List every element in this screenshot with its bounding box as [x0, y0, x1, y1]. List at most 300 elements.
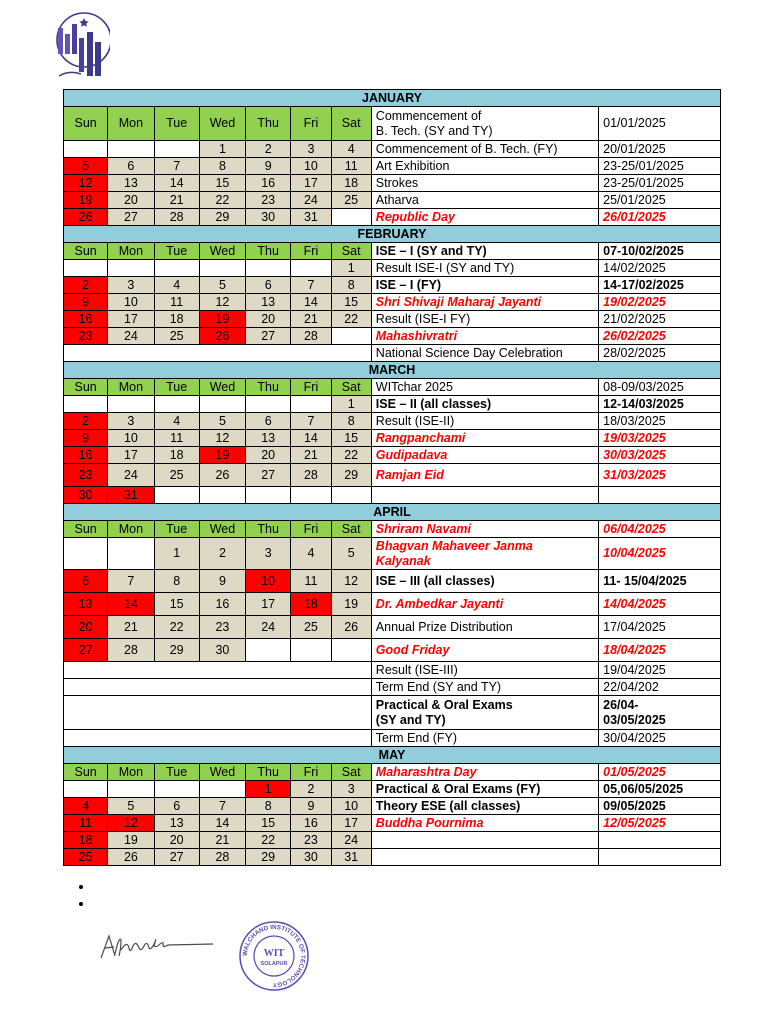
blank-cell — [64, 696, 372, 730]
event-date — [599, 679, 721, 696]
event-name — [371, 487, 598, 504]
event-date — [599, 277, 721, 294]
event-name — [371, 379, 598, 396]
event-date — [599, 521, 721, 538]
date-cell: 11 — [331, 158, 371, 175]
holiday-date-cell: 9 — [64, 430, 108, 447]
event-date-text: 14-17/02/2025 — [603, 277, 684, 292]
month-name: APRIL — [64, 504, 721, 521]
date-cell — [331, 328, 371, 345]
holiday-date-cell: 27 — [64, 639, 108, 662]
holiday-date-cell: 10 — [246, 570, 291, 593]
day-header: Thu — [246, 379, 291, 396]
event-date — [599, 570, 721, 593]
event-date — [599, 175, 721, 192]
event-text: Strokes — [375, 175, 419, 190]
day-header: Tue — [154, 379, 199, 396]
event-text: Gudipadava — [375, 447, 448, 462]
event-name — [371, 849, 598, 866]
date-cell — [108, 538, 154, 570]
day-header: Tue — [154, 764, 199, 781]
event-name — [371, 345, 598, 362]
calendar-week-row — [64, 616, 721, 639]
event-text: Commencement of B. Tech. (SY and TY) — [375, 108, 493, 138]
holiday-date-cell: 18 — [291, 593, 331, 616]
day-header: Sat — [331, 521, 371, 538]
date-cell: 18 — [154, 311, 199, 328]
date-cell: 31 — [331, 849, 371, 866]
event-date — [599, 639, 721, 662]
event-text: Term End (FY) — [375, 730, 458, 745]
event-date — [599, 764, 721, 781]
event-date — [599, 781, 721, 798]
event-date — [599, 141, 721, 158]
date-cell: 5 — [199, 413, 245, 430]
event-date — [599, 662, 721, 679]
date-cell — [64, 781, 108, 798]
month-header-row — [64, 504, 721, 521]
day-header: Fri — [291, 764, 331, 781]
event-date-text: 31/03/2025 — [603, 467, 666, 482]
date-cell: 5 — [108, 798, 154, 815]
date-cell: 19 — [108, 832, 154, 849]
day-header: Sat — [331, 764, 371, 781]
event-text: Bhagvan Mahaveer Janma Kalyanak — [375, 538, 533, 568]
date-cell: 27 — [246, 464, 291, 487]
date-cell: 17 — [331, 815, 371, 832]
calendar-week-row — [64, 294, 721, 311]
event-name — [371, 311, 598, 328]
event-name — [371, 192, 598, 209]
date-cell — [64, 141, 108, 158]
calendar-week-row — [64, 175, 721, 192]
holiday-date-cell: 14 — [108, 593, 154, 616]
svg-text:WIT: WIT — [263, 948, 285, 959]
event-text: Practical & Oral Exams (SY and TY) — [375, 697, 513, 727]
event-name — [371, 413, 598, 430]
holiday-date-cell: 16 — [64, 447, 108, 464]
date-cell: 4 — [291, 538, 331, 570]
day-header: Mon — [108, 764, 154, 781]
calendar-week-row — [64, 158, 721, 175]
date-cell: 12 — [199, 294, 245, 311]
date-cell: 24 — [246, 616, 291, 639]
date-cell: 15 — [154, 593, 199, 616]
date-cell: 5 — [199, 277, 245, 294]
calendar-week-row — [64, 639, 721, 662]
day-header: Fri — [291, 107, 331, 141]
date-cell: 11 — [154, 294, 199, 311]
date-cell: 17 — [246, 593, 291, 616]
date-cell — [108, 781, 154, 798]
holiday-date-cell: 18 — [64, 832, 108, 849]
event-date-text: 18/04/2025 — [603, 642, 666, 657]
holiday-date-cell: 16 — [64, 311, 108, 328]
date-cell: 6 — [246, 277, 291, 294]
event-name — [371, 593, 598, 616]
date-cell: 30 — [246, 209, 291, 226]
date-cell — [291, 260, 331, 277]
event-text: Ramjan Eid — [375, 467, 444, 482]
event-name — [371, 158, 598, 175]
holiday-date-cell: 26 — [199, 328, 245, 345]
date-cell: 31 — [291, 209, 331, 226]
event-date — [599, 464, 721, 487]
event-name — [371, 764, 598, 781]
date-cell — [291, 396, 331, 413]
holiday-date-cell: 26 — [64, 209, 108, 226]
event-date — [599, 294, 721, 311]
date-cell — [108, 141, 154, 158]
event-text: Shriram Navami — [375, 521, 471, 536]
day-header: Wed — [199, 379, 245, 396]
date-cell: 2 — [199, 538, 245, 570]
date-cell: 28 — [291, 464, 331, 487]
month-header-row — [64, 226, 721, 243]
date-cell — [64, 260, 108, 277]
date-cell: 29 — [199, 209, 245, 226]
event-date — [599, 447, 721, 464]
date-cell — [331, 639, 371, 662]
date-cell: 12 — [331, 570, 371, 593]
event-date — [599, 260, 721, 277]
date-cell: 20 — [246, 311, 291, 328]
date-cell: 27 — [246, 328, 291, 345]
event-name — [371, 679, 598, 696]
event-date — [599, 798, 721, 815]
event-date-text: 30/04/2025 — [603, 730, 666, 745]
date-cell: 18 — [154, 447, 199, 464]
date-cell: 4 — [154, 277, 199, 294]
calendar-week-row — [64, 781, 721, 798]
date-cell: 7 — [154, 158, 199, 175]
day-header: Fri — [291, 379, 331, 396]
event-date-text: 23-25/01/2025 — [603, 158, 684, 173]
event-date-text: 08-09/03/2025 — [603, 379, 684, 394]
month-header-row — [64, 747, 721, 764]
month-name: FEBRUARY — [64, 226, 721, 243]
date-cell: 3 — [291, 141, 331, 158]
calendar-week-row — [64, 260, 721, 277]
date-cell — [331, 209, 371, 226]
day-header: Mon — [108, 107, 154, 141]
event-text: Atharva — [375, 192, 419, 207]
date-cell: 13 — [246, 294, 291, 311]
day-header: Sun — [64, 107, 108, 141]
date-cell — [154, 487, 199, 504]
date-cell: 8 — [154, 570, 199, 593]
date-cell: 21 — [108, 616, 154, 639]
day-header: Tue — [154, 107, 199, 141]
holiday-date-cell: 19 — [199, 311, 245, 328]
date-cell: 7 — [291, 413, 331, 430]
date-cell — [246, 396, 291, 413]
date-cell: 10 — [291, 158, 331, 175]
event-text: Practical & Oral Exams (FY) — [375, 781, 541, 796]
calendar-week-row — [64, 430, 721, 447]
date-cell — [154, 396, 199, 413]
event-name — [371, 798, 598, 815]
event-date — [599, 593, 721, 616]
day-header: Sun — [64, 764, 108, 781]
event-date-text: 12-14/03/2025 — [603, 396, 684, 411]
calendar-week-row — [64, 832, 721, 849]
date-cell: 23 — [199, 616, 245, 639]
day-header: Wed — [199, 764, 245, 781]
event-name — [371, 662, 598, 679]
day-header: Tue — [154, 521, 199, 538]
date-cell: 29 — [154, 639, 199, 662]
event-date-text: 12/05/2025 — [603, 815, 666, 830]
date-cell — [246, 487, 291, 504]
event-date — [599, 396, 721, 413]
date-cell: 2 — [246, 141, 291, 158]
date-cell: 12 — [199, 430, 245, 447]
event-date — [599, 328, 721, 345]
date-cell: 7 — [199, 798, 245, 815]
event-date-text: 20/01/2025 — [603, 141, 666, 156]
date-cell — [154, 781, 199, 798]
date-cell: 9 — [199, 570, 245, 593]
event-date — [599, 107, 721, 141]
date-cell: 4 — [154, 413, 199, 430]
event-name — [371, 107, 598, 141]
event-date-text: 10/04/2025 — [603, 546, 666, 560]
date-cell: 21 — [291, 447, 331, 464]
event-text: Good Friday — [375, 642, 450, 657]
event-name — [371, 141, 598, 158]
calendar-week-row — [64, 487, 721, 504]
date-cell: 24 — [331, 832, 371, 849]
date-cell: 2 — [291, 781, 331, 798]
event-name — [371, 639, 598, 662]
calendar-week-row — [64, 141, 721, 158]
date-cell: 16 — [246, 175, 291, 192]
event-date — [599, 345, 721, 362]
date-cell: 19 — [331, 593, 371, 616]
date-cell: 6 — [108, 158, 154, 175]
calendar-week-row — [64, 107, 721, 141]
event-date-text: 26/04- 03/05/2025 — [603, 697, 666, 727]
month-name: JANUARY — [64, 90, 721, 107]
date-cell: 29 — [331, 464, 371, 487]
date-cell — [199, 781, 245, 798]
day-header: Thu — [246, 521, 291, 538]
event-name — [371, 260, 598, 277]
date-cell: 18 — [331, 175, 371, 192]
event-date — [599, 538, 721, 570]
holiday-date-cell: 1 — [246, 781, 291, 798]
event-name — [371, 209, 598, 226]
date-cell — [199, 396, 245, 413]
event-date-text: 19/03/2025 — [603, 430, 666, 445]
holiday-date-cell: 2 — [64, 277, 108, 294]
holiday-date-cell: 20 — [64, 616, 108, 639]
blank-cell — [64, 345, 372, 362]
event-date — [599, 849, 721, 866]
date-cell — [154, 141, 199, 158]
date-cell: 28 — [291, 328, 331, 345]
svg-text:SOLAPUR: SOLAPUR — [260, 961, 288, 967]
date-cell — [291, 487, 331, 504]
event-text: Art Exhibition — [375, 158, 450, 173]
event-text: Mahashivratri — [375, 328, 458, 343]
calendar-week-row — [64, 277, 721, 294]
day-header: Sat — [331, 379, 371, 396]
date-cell: 21 — [154, 192, 199, 209]
event-name — [371, 616, 598, 639]
calendar-week-row — [64, 570, 721, 593]
date-cell: 8 — [246, 798, 291, 815]
date-cell: 14 — [154, 175, 199, 192]
date-cell: 22 — [246, 832, 291, 849]
holiday-date-cell: 12 — [64, 175, 108, 192]
event-name — [371, 277, 598, 294]
event-date-text: 30/03/2025 — [603, 447, 666, 462]
date-cell: 10 — [331, 798, 371, 815]
day-header: Sun — [64, 521, 108, 538]
event-name — [371, 815, 598, 832]
calendar-week-row — [64, 379, 721, 396]
holiday-date-cell: 19 — [64, 192, 108, 209]
svg-text:WALCHAND INSTITUTE OF TECHNOLO: WALCHAND INSTITUTE OF TECHNOLOGY — [241, 923, 307, 989]
event-text: WITchar 2025 — [375, 379, 453, 394]
day-header: Thu — [246, 107, 291, 141]
event-date — [599, 730, 721, 747]
event-only-row — [64, 662, 721, 679]
event-date-text: 22/04/202 — [603, 679, 659, 694]
day-header: Tue — [154, 243, 199, 260]
event-name — [371, 464, 598, 487]
event-text: Republic Day — [375, 209, 455, 224]
date-cell — [108, 260, 154, 277]
event-date-text: 05,06/05/2025 — [603, 781, 684, 796]
event-text: Commencement of B. Tech. (FY) — [375, 141, 558, 156]
date-cell: 8 — [331, 277, 371, 294]
blank-cell — [64, 679, 372, 696]
event-date — [599, 209, 721, 226]
date-cell — [154, 260, 199, 277]
event-text: Result (ISE-II) — [375, 413, 455, 428]
event-only-row — [64, 696, 721, 730]
month-header-row — [64, 90, 721, 107]
date-cell: 14 — [199, 815, 245, 832]
event-date-text: 28/02/2025 — [603, 345, 666, 360]
event-date-text: 07-10/02/2025 — [603, 243, 684, 258]
event-text: Maharashtra Day — [375, 764, 477, 779]
event-name — [371, 243, 598, 260]
event-date-text: 26/02/2025 — [603, 328, 666, 343]
calendar-week-row — [64, 521, 721, 538]
event-date-text: 21/02/2025 — [603, 311, 666, 326]
date-cell: 3 — [108, 277, 154, 294]
event-only-row — [64, 730, 721, 747]
day-header: Sat — [331, 107, 371, 141]
holiday-date-cell: 13 — [64, 593, 108, 616]
event-text: Rangpanchami — [375, 430, 466, 445]
date-cell: 20 — [108, 192, 154, 209]
event-name — [371, 521, 598, 538]
date-cell: 1 — [331, 396, 371, 413]
date-cell: 24 — [108, 464, 154, 487]
date-cell: 9 — [291, 798, 331, 815]
date-cell: 13 — [246, 430, 291, 447]
holiday-date-cell: 5 — [64, 158, 108, 175]
day-header: Sun — [64, 379, 108, 396]
calendar-week-row — [64, 849, 721, 866]
calendar-week-row — [64, 243, 721, 260]
date-cell: 28 — [108, 639, 154, 662]
academic-calendar-table — [63, 89, 721, 866]
event-date-text: 17/04/2025 — [603, 619, 666, 634]
date-cell: 22 — [331, 447, 371, 464]
date-cell: 17 — [291, 175, 331, 192]
date-cell: 25 — [291, 616, 331, 639]
date-cell: 13 — [154, 815, 199, 832]
day-header: Thu — [246, 243, 291, 260]
date-cell: 1 — [331, 260, 371, 277]
calendar-week-row — [64, 413, 721, 430]
event-date-text: 01/01/2025 — [603, 116, 666, 130]
blank-cell — [64, 730, 372, 747]
date-cell: 24 — [108, 328, 154, 345]
date-cell: 27 — [154, 849, 199, 866]
date-cell: 26 — [199, 464, 245, 487]
date-cell: 14 — [291, 294, 331, 311]
institute-logo — [54, 4, 110, 82]
event-name — [371, 781, 598, 798]
date-cell: 14 — [291, 430, 331, 447]
day-header: Mon — [108, 379, 154, 396]
date-cell — [246, 260, 291, 277]
calendar-week-row — [64, 209, 721, 226]
day-header: Wed — [199, 107, 245, 141]
event-date-text: 01/05/2025 — [603, 764, 666, 779]
date-cell: 21 — [291, 311, 331, 328]
date-cell: 23 — [291, 832, 331, 849]
date-cell — [108, 396, 154, 413]
event-date-text: 11- 15/04/2025 — [603, 573, 687, 588]
month-name: MARCH — [64, 362, 721, 379]
day-header: Wed — [199, 521, 245, 538]
date-cell: 27 — [108, 209, 154, 226]
date-cell: 11 — [154, 430, 199, 447]
holiday-date-cell: 30 — [64, 487, 108, 504]
calendar-week-row — [64, 798, 721, 815]
date-cell — [64, 538, 108, 570]
holiday-date-cell: 2 — [64, 413, 108, 430]
event-text: Result ISE-I (SY and TY) — [375, 260, 515, 275]
date-cell: 22 — [331, 311, 371, 328]
event-date-text: 09/05/2025 — [603, 798, 666, 813]
date-cell: 7 — [108, 570, 154, 593]
holiday-date-cell: 9 — [64, 294, 108, 311]
date-cell: 8 — [331, 413, 371, 430]
date-cell: 25 — [154, 464, 199, 487]
date-cell: 15 — [199, 175, 245, 192]
date-cell: 25 — [154, 328, 199, 345]
event-date — [599, 430, 721, 447]
date-cell: 25 — [331, 192, 371, 209]
event-name — [371, 570, 598, 593]
event-date — [599, 243, 721, 260]
event-text: Term End (SY and TY) — [375, 679, 502, 694]
event-name — [371, 328, 598, 345]
event-date — [599, 413, 721, 430]
date-cell: 21 — [199, 832, 245, 849]
date-cell: 6 — [246, 413, 291, 430]
calendar-week-row — [64, 328, 721, 345]
